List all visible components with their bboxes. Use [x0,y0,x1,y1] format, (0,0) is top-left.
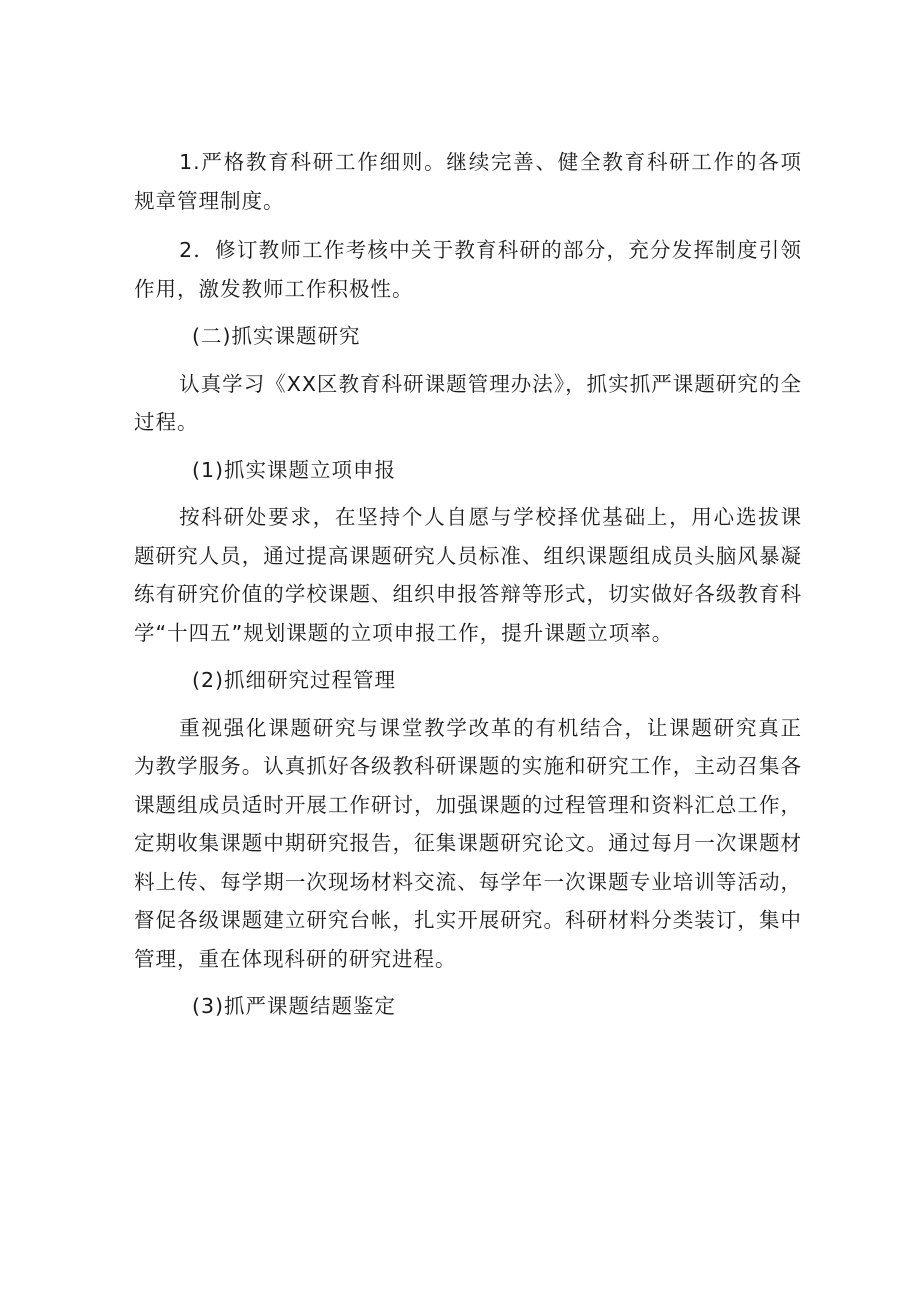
subheading-2: (2)抓细研究过程管理 [192,668,397,692]
paragraph-rule-1: 1.严格教育科研工作细则。继续完善、健全教育科研工作的各项规章管理制度。 [134,150,802,213]
paragraph-rule-2: 2．修订教师工作考核中关于教育科研的部分，充分发挥制度引领作用，激发教师工作积极性。 [134,238,802,301]
subheading-1: (1)抓实课题立项申报 [192,457,397,482]
paragraph-project-application: 按科研处要求，在坚持个人自愿与学校择优基础上，用心选拔课题研究人员，通过提高课题研究人员标准、组织课题组成员头脑风暴凝练有研究价值的学校课题、组织申报答辩等形式，切实做好各级教育科学“十四五”规划课题的立项申报工作，提升课题立项率。 [134,505,802,645]
subheading-3: (3)抓严课题结题鉴定 [192,994,397,1018]
document-body [134,143,802,1026]
section-heading-2: (二)抓实课题研究 [192,324,361,348]
paragraph-study-rules: 认真学习《XX区教育科研课题管理办法》，抓实抓严课题研究的全过程。 [134,371,802,434]
paragraph-process-management: 重视强化课题研究与课堂教学改革的有机结合，让课题研究真正为教学服务。认真抓好各级教科研课题的实施和研究工作，主动召集各课题组成员适时开展工作研讨，加强课题的过程管理和资料汇总工作，定期收集课题中期研究报告，征集课题研究论文。通过每月一次课题材料上传、每学期一次现场材料交流、每学年一次课题专业培训等活动，督促各级课题建立研究台帐，扎实开展研究。科研材料分类装订，集中管理，重在体现科研的研究进程。 [134,715,802,971]
